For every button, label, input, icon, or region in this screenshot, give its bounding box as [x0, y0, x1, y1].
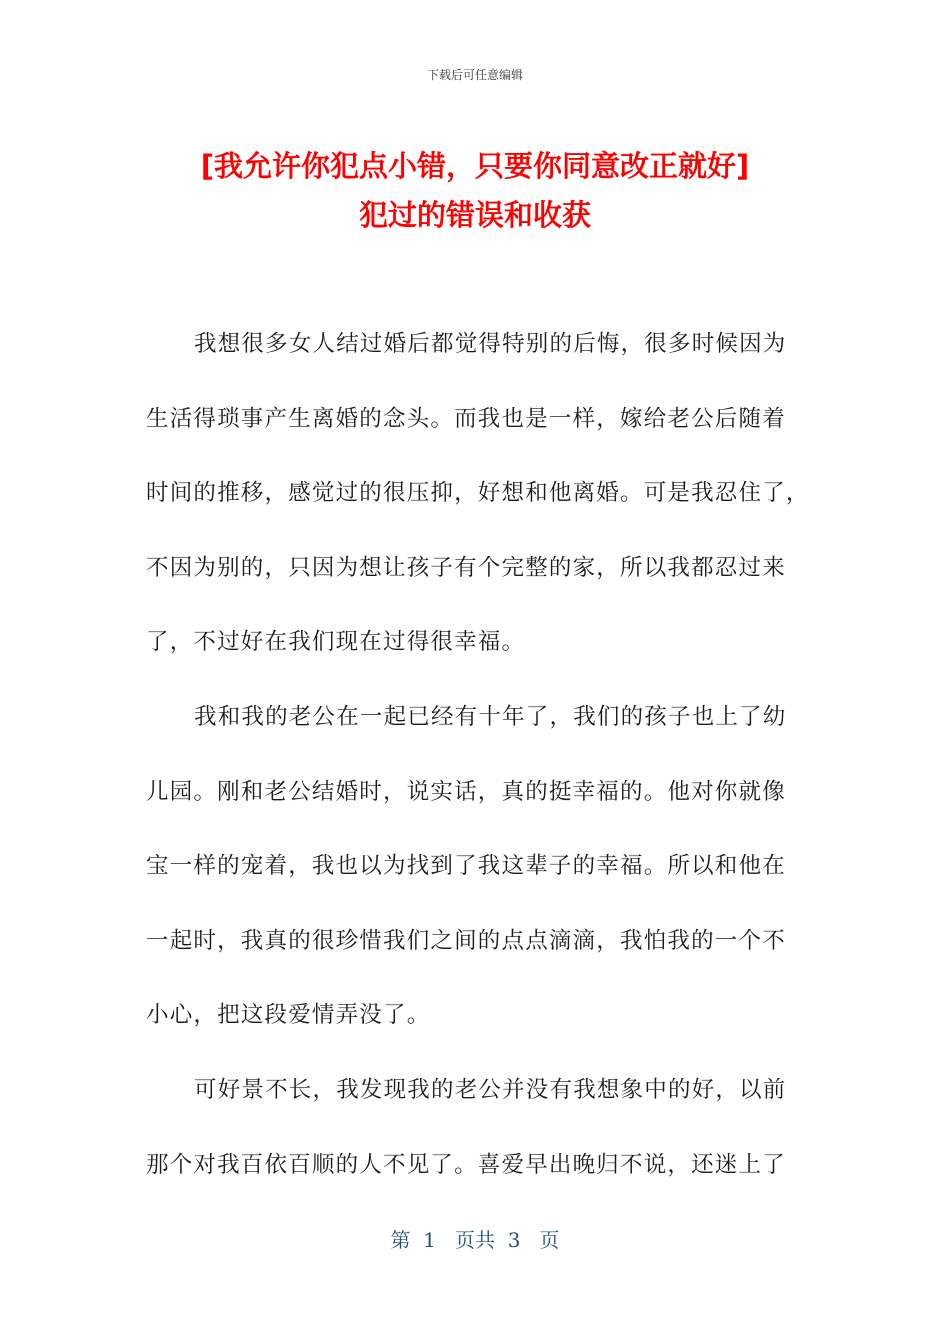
document-title	[60, 142, 890, 240]
title-line-1: [我允许你犯点小错，只要你同意改正就好]	[200, 149, 750, 183]
paragraph-1-line: 不因为别的，只因为想让孩子有个完整的家，所以我都忍过来	[146, 554, 786, 581]
page-number-footer: 第 1 页共 3 页	[390, 1228, 560, 1252]
body-text	[146, 322, 810, 1217]
paragraph-2-line: 小心，把这段爱情弄没了。	[146, 1002, 431, 1029]
paragraph-1-line: 生活得琐事产生离婚的念头。而我也是一样，嫁给老公后随着	[146, 405, 786, 432]
paragraph-3-line: 可好景不长，我发现我的老公并没有我想象中的好，以前	[194, 1076, 787, 1103]
paragraph-1-line: 了，不过好在我们现在过得很幸福。	[146, 629, 526, 656]
paragraph-1-line: 我想很多女人结过婚后都觉得特别的后悔，很多时候因为	[194, 331, 787, 357]
header-note: 下载后可任意编辑	[426, 68, 523, 82]
paragraph-2-line: 儿园。刚和老公结婚时，说实话，真的挺幸福的。他对你就像	[146, 778, 786, 805]
paragraph-1-line: 时间的推移，感觉过的很压抑，好想和他离婚。可是我忍住了，	[146, 480, 810, 507]
paragraph-2-line: 我和我的老公在一起已经有十年了，我们的孩子也上了幼	[194, 703, 787, 730]
paragraph-2-line: 一起时，我真的很珍惜我们之间的点点滴滴，我怕我的一个不	[146, 927, 786, 954]
title-line-2: 犯过的错误和收获	[358, 198, 591, 232]
paragraph-2-line: 宝一样的宠着，我也以为找到了我这辈子的幸福。所以和他在	[146, 853, 786, 880]
paragraph-3-line: 那个对我百依百顺的人不见了。喜爱早出晚归不说，还迷上了	[146, 1151, 786, 1178]
